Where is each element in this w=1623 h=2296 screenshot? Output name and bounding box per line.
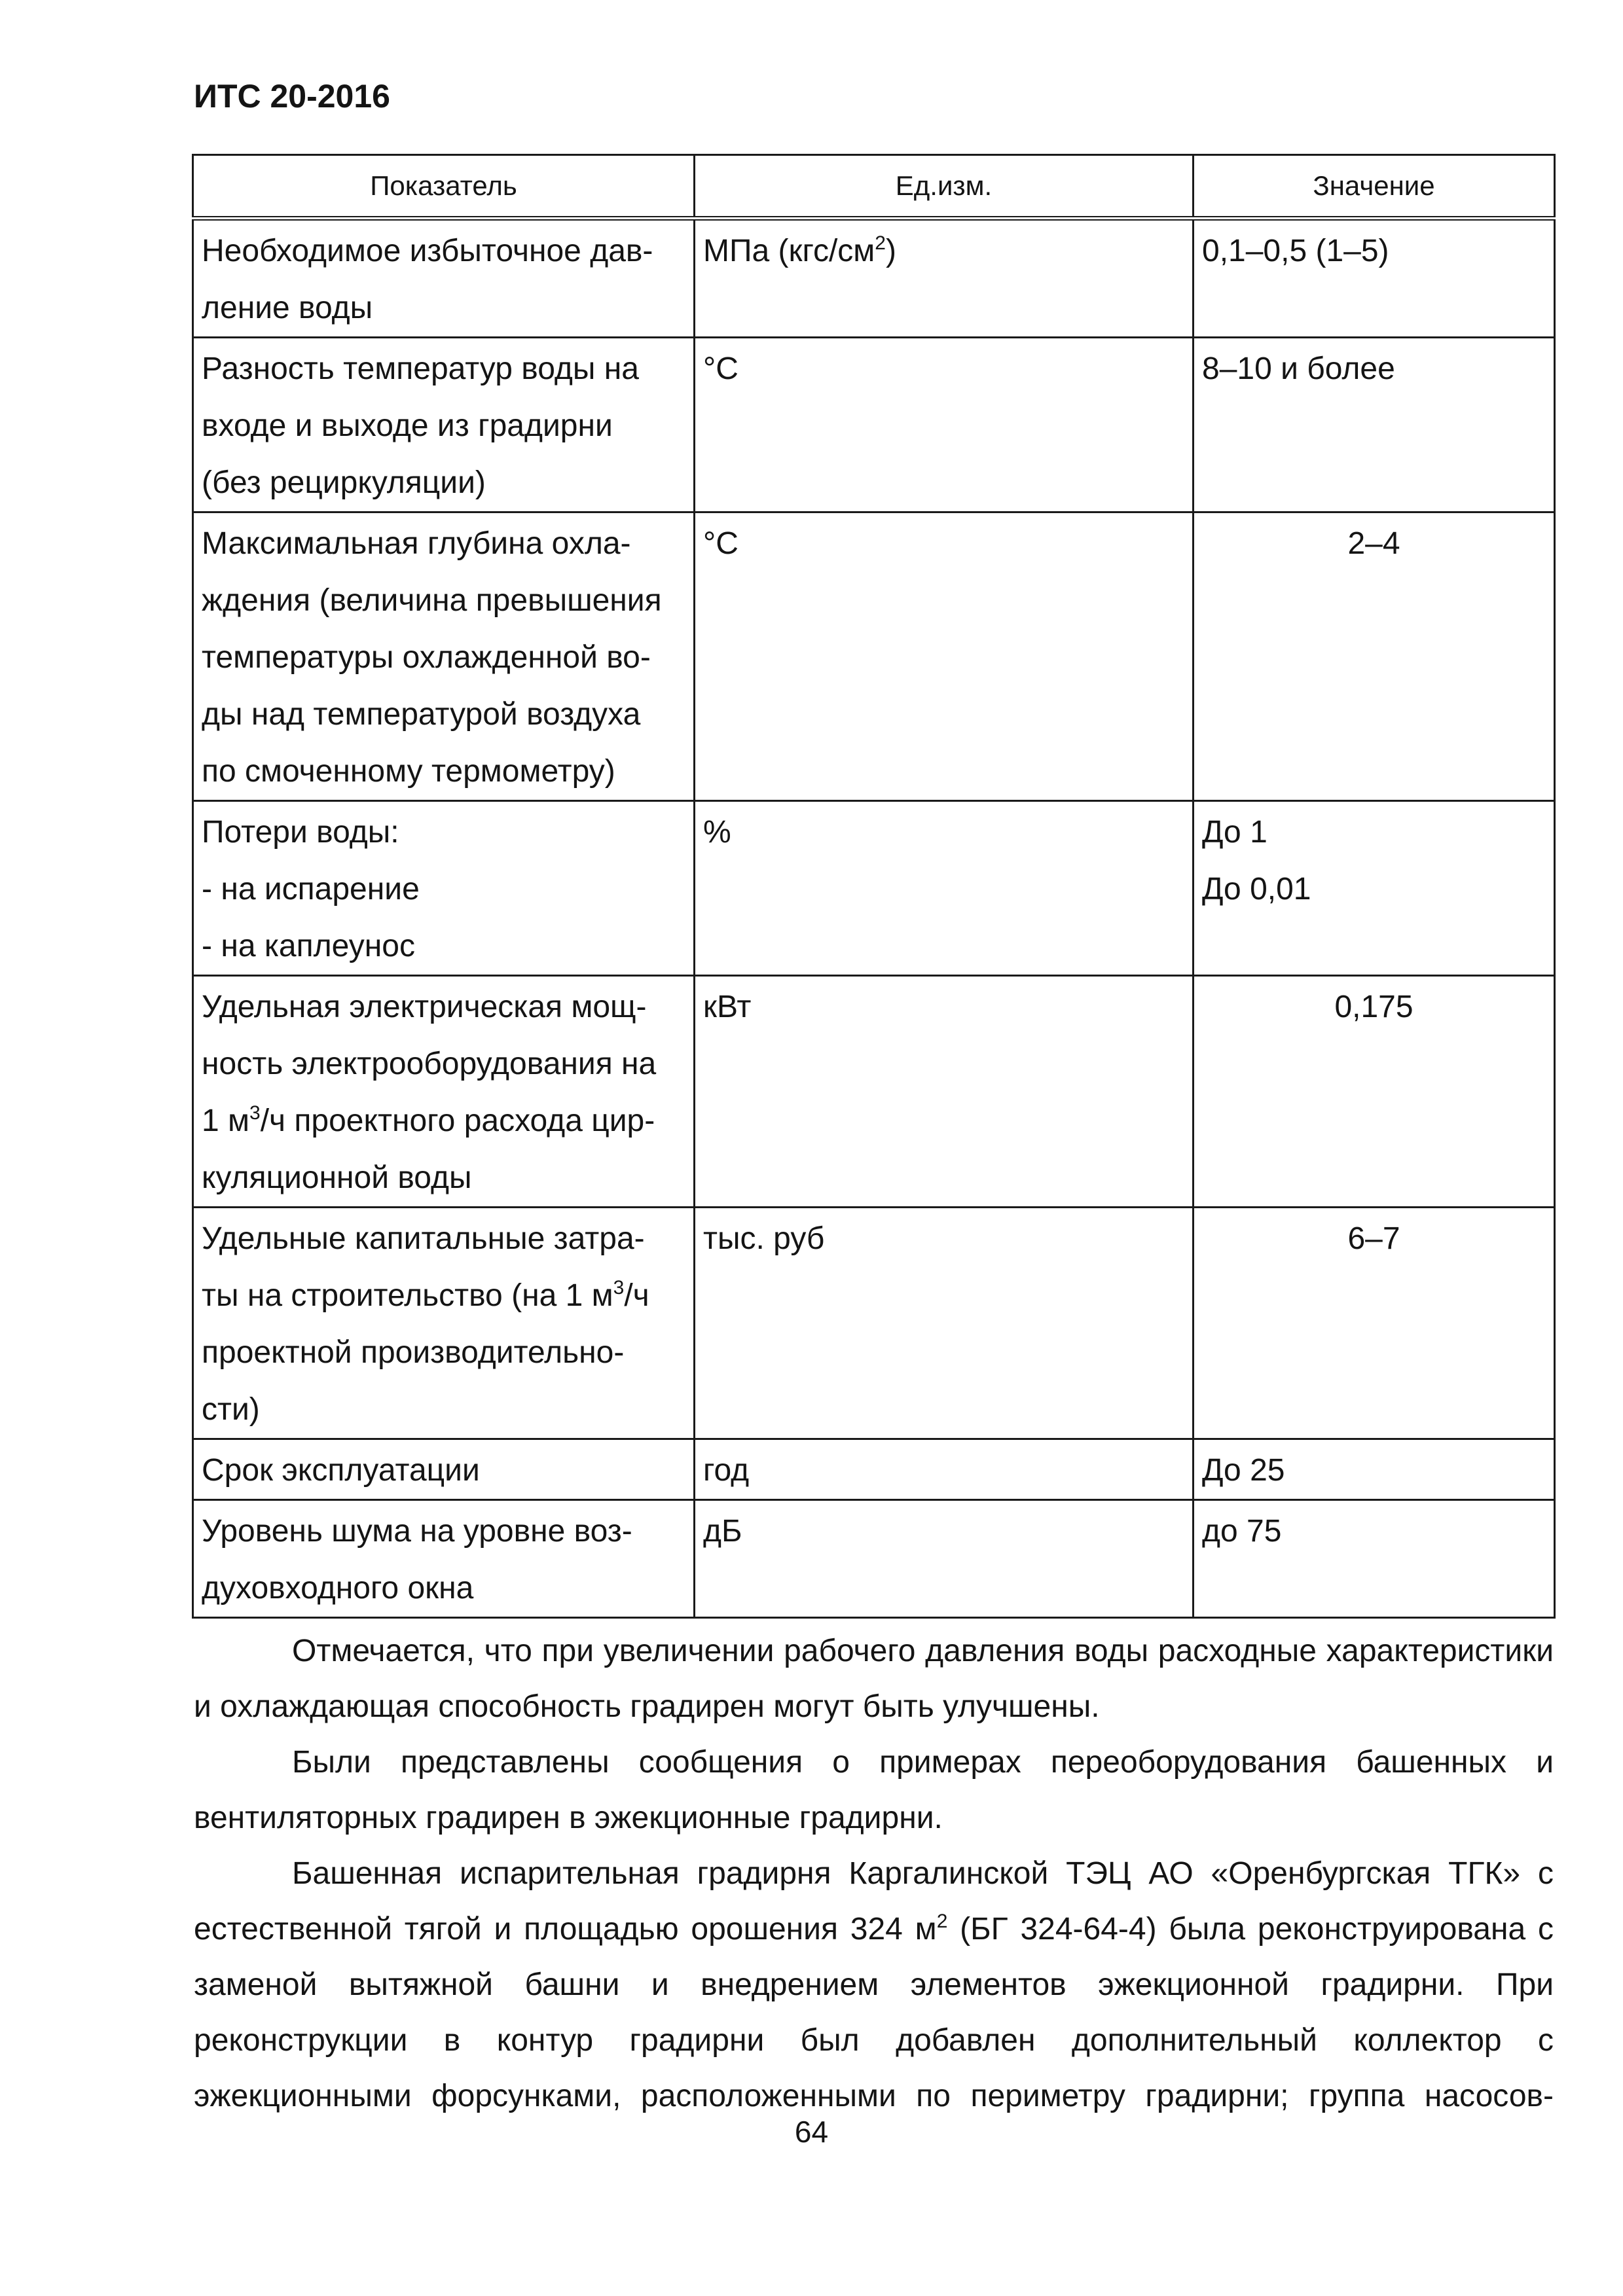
cell-line: (без рециркуляции) [202, 465, 486, 500]
indicator-cell [193, 1439, 695, 1500]
parameters-table [192, 154, 1556, 1619]
superscript: 2 [936, 1910, 948, 1932]
cell-line: До 25 [1202, 1453, 1285, 1488]
cell-line: проектной производительно- [202, 1335, 625, 1370]
line-fragment: /ч [624, 1278, 649, 1313]
cell-line: ность электрооборудования на [202, 1047, 657, 1081]
cell-line: 8–10 и более [1202, 351, 1395, 386]
value-cell [1194, 1439, 1555, 1500]
cell-line: ление воды [202, 291, 373, 325]
cell-line: ждения (величина превышения [202, 583, 662, 618]
indicator-cell [193, 338, 695, 512]
body-text [194, 1623, 1554, 2124]
line-fragment: ты на строительство (на 1 м [202, 1278, 613, 1313]
unit-cell: % [695, 801, 1194, 976]
table-header-row [193, 155, 1555, 219]
unit-superscript: 2 [875, 232, 886, 254]
unit-cell: °С [695, 338, 1194, 512]
value-cell [1194, 1208, 1555, 1439]
table-row [193, 1439, 1555, 1500]
cell-line [202, 1092, 685, 1149]
indicator-cell [193, 1500, 695, 1618]
table-row [193, 338, 1555, 512]
paragraph: Были представлены сообщения о примерах переоборудования башенных и вентиляторных градирен в эжекционные градирни. [194, 1745, 1554, 1835]
paragraph-text: (БГ 324-64-4) была реконструирована с заменой вытяжной башни и внедрением элементов эжекционной градирни. При реконструкции в контур градирни был добавлен дополнительный коллектор с эжекционными форсунками, расположенными по периметру градирни; группа насосов- [194, 1912, 1554, 2113]
cell-line: 6–7 [1347, 1221, 1400, 1256]
indicator-cell [193, 219, 695, 338]
paragraph-text: Башенная испарительная градирня Каргалинской ТЭЦ АО «Оренбургская ТГК» с естественной тягой и площадью орошения 324 м [194, 1856, 1554, 1946]
value-cell [1194, 1500, 1555, 1618]
table-row [193, 1500, 1555, 1618]
unit-text-end: ) [885, 234, 896, 268]
value-cell [1194, 801, 1555, 976]
cell-line: сти) [202, 1392, 260, 1427]
superscript: 3 [249, 1102, 261, 1124]
unit-cell: °С [695, 512, 1194, 801]
cell-line: Потери воды: [202, 815, 399, 850]
column-header-value: Значение [1194, 155, 1555, 219]
cell-line: духовходного окна [202, 1571, 474, 1605]
cell-line: - на каплеунос [202, 929, 415, 963]
table-row [193, 801, 1555, 976]
column-header-indicator: Показатель [193, 155, 695, 219]
cell-line: До 0,01 [1202, 872, 1311, 906]
cell-line: Удельная электрическая мощ- [202, 990, 647, 1024]
unit-cell: год [695, 1439, 1194, 1500]
cell-line: - на испарение [202, 872, 420, 906]
cell-line: 0,175 [1334, 990, 1413, 1024]
indicator-cell [193, 1208, 695, 1439]
table-row [193, 976, 1555, 1208]
unit-cell: дБ [695, 1500, 1194, 1618]
cell-line: Максимальная глубина охла- [202, 526, 631, 561]
column-header-unit: Ед.изм. [695, 155, 1194, 219]
cell-line: куляционной воды [202, 1160, 472, 1195]
paragraph [194, 1846, 1554, 2124]
line-fragment: /ч проектного расхода цир- [260, 1103, 655, 1138]
value-cell [1194, 338, 1555, 512]
unit-cell: кВт [695, 976, 1194, 1208]
cell-line: Удельные капитальные затра- [202, 1221, 645, 1256]
unit-text: МПа (кгс/см [703, 234, 875, 268]
indicator-cell [193, 512, 695, 801]
table-row [193, 512, 1555, 801]
cell-line: Уровень шума на уровне воз- [202, 1514, 632, 1549]
cell-line: температуры охлажденной во- [202, 640, 651, 675]
cell-line: 0,1–0,5 (1–5) [1202, 234, 1389, 268]
cell-line: До 1 [1202, 815, 1267, 850]
table-row [193, 1208, 1555, 1439]
cell-line: 2–4 [1347, 526, 1400, 561]
indicator-cell [193, 976, 695, 1208]
value-cell [1194, 512, 1555, 801]
cell-line: Необходимое избыточное дав- [202, 234, 653, 268]
superscript: 3 [613, 1277, 625, 1299]
cell-line: ды над температурой воздуха [202, 697, 641, 732]
line-fragment: 1 м [202, 1103, 250, 1138]
cell-line [202, 1267, 685, 1324]
paragraph: Отмечается, что при увеличении рабочего давления воды расходные характеристики и охлаждающая способность градирен могут быть улучшены. [194, 1634, 1554, 1724]
page-number: 64 [794, 2115, 829, 2149]
indicator-cell [193, 801, 695, 976]
table-row [193, 219, 1555, 338]
value-cell [1194, 219, 1555, 338]
cell-line: Разность температур воды на [202, 351, 639, 386]
cell-line: по смоченному термометру) [202, 754, 615, 789]
document-code: ИТС 20-2016 [194, 78, 390, 115]
unit-cell [695, 219, 1194, 338]
cell-line: входе и выходе из градирни [202, 408, 613, 443]
unit-cell: тыс. руб [695, 1208, 1194, 1439]
cell-line: Срок эксплуатации [202, 1453, 480, 1488]
cell-line: до 75 [1202, 1514, 1282, 1549]
value-cell [1194, 976, 1555, 1208]
